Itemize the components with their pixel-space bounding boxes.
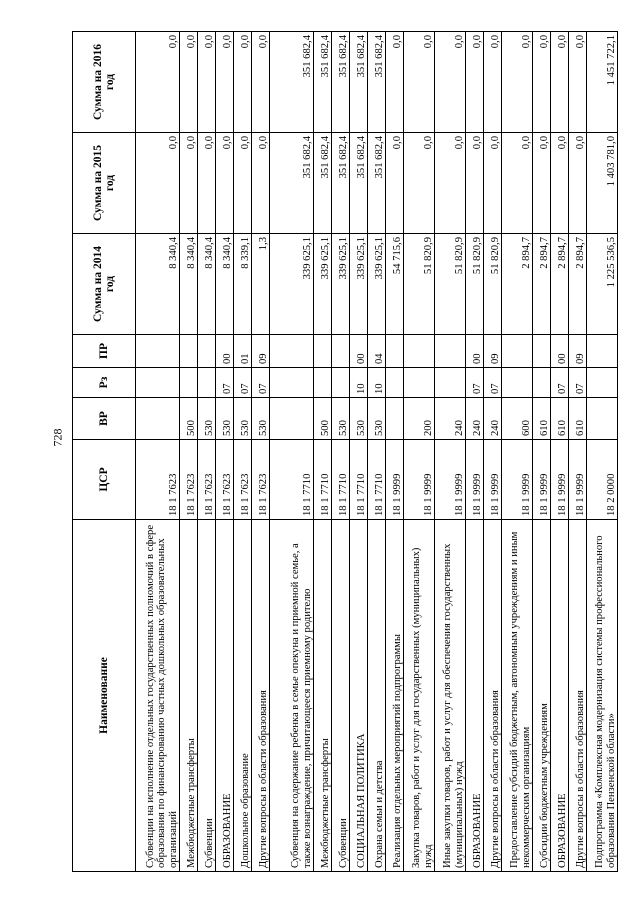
cell-vr: 500 <box>314 398 332 440</box>
cell-vr <box>270 398 314 440</box>
cell-rz: 07 <box>484 368 502 398</box>
cell-name: Охрана семьи и детства <box>368 520 386 872</box>
cell-sum-2015: 1 403 781,0 <box>587 133 618 234</box>
cell-sum-2016: 0,0 <box>533 32 551 133</box>
cell-rz: 07 <box>252 368 270 398</box>
cell-rz <box>270 368 314 398</box>
cell-vr: 240 <box>466 398 484 440</box>
cell-pr: 01 <box>234 335 252 368</box>
cell-pr <box>404 335 435 368</box>
cell-sum-2016: 0,0 <box>435 32 466 133</box>
cell-sum-2014: 51 820,9 <box>484 234 502 335</box>
cell-sum-2016: 0,0 <box>466 32 484 133</box>
cell-name: ОБРАЗОВАНИЕ <box>551 520 569 872</box>
cell-sum-2014: 2 894,7 <box>533 234 551 335</box>
cell-sum-2015: 0,0 <box>569 133 587 234</box>
cell-vr: 240 <box>435 398 466 440</box>
cell-pr <box>435 335 466 368</box>
table-row <box>216 32 234 872</box>
cell-sum-2015: 351 682,4 <box>350 133 368 234</box>
cell-rz <box>502 368 533 398</box>
cell-sum-2014: 2 894,7 <box>569 234 587 335</box>
table-row <box>198 32 216 872</box>
cell-sum-2016: 0,0 <box>484 32 502 133</box>
cell-csr: 18 1 9999 <box>484 440 502 520</box>
cell-csr: 18 1 7623 <box>136 440 180 520</box>
cell-name: Субвенции <box>198 520 216 872</box>
header-sum-2014: Сумма на 2014 год <box>73 234 136 335</box>
cell-name: Закупка товаров, работ и услуг для государственных (муниципальных) нужд <box>404 520 435 872</box>
cell-sum-2016: 351 682,4 <box>368 32 386 133</box>
cell-rz <box>332 368 350 398</box>
cell-sum-2014: 339 625,1 <box>350 234 368 335</box>
table-row <box>551 32 569 872</box>
cell-sum-2015: 0,0 <box>502 133 533 234</box>
cell-sum-2014: 54 715,6 <box>386 234 404 335</box>
cell-pr <box>270 335 314 368</box>
cell-vr: 610 <box>533 398 551 440</box>
cell-rz: 07 <box>234 368 252 398</box>
cell-csr: 18 1 9999 <box>386 440 404 520</box>
cell-sum-2016: 351 682,4 <box>270 32 314 133</box>
cell-name: ОБРАЗОВАНИЕ <box>466 520 484 872</box>
cell-sum-2014: 1,3 <box>252 234 270 335</box>
cell-sum-2014: 51 820,9 <box>435 234 466 335</box>
cell-pr <box>587 335 618 368</box>
cell-sum-2015: 0,0 <box>404 133 435 234</box>
cell-rz <box>180 368 198 398</box>
cell-pr: 09 <box>252 335 270 368</box>
cell-sum-2014: 1 225 536,5 <box>587 234 618 335</box>
cell-vr: 530 <box>198 398 216 440</box>
cell-pr <box>314 335 332 368</box>
cell-name: Другие вопросы в области образования <box>484 520 502 872</box>
cell-csr: 18 1 7710 <box>314 440 332 520</box>
cell-csr: 18 1 7623 <box>198 440 216 520</box>
cell-pr <box>198 335 216 368</box>
cell-pr <box>533 335 551 368</box>
cell-sum-2016: 0,0 <box>569 32 587 133</box>
cell-pr: 04 <box>368 335 386 368</box>
cell-rz: 10 <box>350 368 368 398</box>
cell-sum-2014: 8 340,4 <box>216 234 234 335</box>
cell-vr <box>136 398 180 440</box>
cell-sum-2016: 0,0 <box>136 32 180 133</box>
cell-rz: 07 <box>466 368 484 398</box>
cell-name: Субвенции на исполнение отдельных государственных полномочий в сфере образования по финансированию частных дошкольных образовательных организаций <box>136 520 180 872</box>
cell-csr: 18 1 7623 <box>234 440 252 520</box>
cell-sum-2015: 0,0 <box>234 133 252 234</box>
cell-rz <box>314 368 332 398</box>
cell-rz <box>404 368 435 398</box>
cell-sum-2014: 8 340,4 <box>180 234 198 335</box>
page-number: 728 <box>50 428 65 447</box>
table-row <box>587 32 618 872</box>
cell-name: Другие вопросы в области образования <box>569 520 587 872</box>
cell-csr: 18 1 9999 <box>569 440 587 520</box>
cell-rz <box>435 368 466 398</box>
cell-sum-2015: 351 682,4 <box>314 133 332 234</box>
cell-sum-2014: 8 339,1 <box>234 234 252 335</box>
cell-csr: 18 1 7710 <box>332 440 350 520</box>
header-vr: ВР <box>73 398 136 440</box>
cell-sum-2014: 339 625,1 <box>270 234 314 335</box>
cell-vr: 530 <box>368 398 386 440</box>
table-row <box>234 32 252 872</box>
table-row <box>332 32 350 872</box>
table-row <box>252 32 270 872</box>
cell-sum-2015: 0,0 <box>198 133 216 234</box>
cell-csr: 18 1 9999 <box>466 440 484 520</box>
cell-csr: 18 1 9999 <box>502 440 533 520</box>
cell-csr: 18 1 9999 <box>533 440 551 520</box>
table-row <box>404 32 435 872</box>
cell-pr: 00 <box>350 335 368 368</box>
cell-sum-2014: 8 340,4 <box>136 234 180 335</box>
cell-sum-2015: 0,0 <box>252 133 270 234</box>
cell-rz: 07 <box>216 368 234 398</box>
cell-sum-2015: 0,0 <box>551 133 569 234</box>
cell-vr: 610 <box>551 398 569 440</box>
cell-sum-2014: 51 820,9 <box>466 234 484 335</box>
table-row <box>435 32 466 872</box>
header-rz: Рз <box>73 368 136 398</box>
cell-vr <box>386 398 404 440</box>
cell-sum-2015: 351 682,4 <box>332 133 350 234</box>
table-row <box>502 32 533 872</box>
cell-vr: 240 <box>484 398 502 440</box>
cell-vr: 530 <box>234 398 252 440</box>
cell-csr: 18 1 7623 <box>180 440 198 520</box>
header-csr: ЦСР <box>73 440 136 520</box>
cell-sum-2016: 0,0 <box>386 32 404 133</box>
cell-vr: 530 <box>332 398 350 440</box>
cell-sum-2015: 0,0 <box>435 133 466 234</box>
cell-vr: 200 <box>404 398 435 440</box>
cell-rz <box>533 368 551 398</box>
cell-csr: 18 1 7623 <box>252 440 270 520</box>
cell-vr: 530 <box>350 398 368 440</box>
table-row <box>466 32 484 872</box>
cell-sum-2016: 0,0 <box>404 32 435 133</box>
cell-sum-2015: 0,0 <box>386 133 404 234</box>
cell-sum-2014: 339 625,1 <box>332 234 350 335</box>
cell-name: Субвенции <box>332 520 350 872</box>
cell-sum-2016: 0,0 <box>198 32 216 133</box>
cell-sum-2016: 0,0 <box>252 32 270 133</box>
header-pr: ПР <box>73 335 136 368</box>
cell-sum-2016: 0,0 <box>180 32 198 133</box>
cell-csr: 18 1 7623 <box>216 440 234 520</box>
cell-csr: 18 1 7710 <box>350 440 368 520</box>
cell-rz: 10 <box>368 368 386 398</box>
cell-name: Субвенция на содержание ребенка в семье опекуна и приемной семье, а также вознаграждение, причитающееся приемному родителю <box>270 520 314 872</box>
cell-name: Межбюджетные трансферты <box>180 520 198 872</box>
cell-vr: 600 <box>502 398 533 440</box>
cell-name: СОЦИАЛЬНАЯ ПОЛИТИКА <box>350 520 368 872</box>
cell-name: Другие вопросы в области образования <box>252 520 270 872</box>
table-row <box>314 32 332 872</box>
cell-rz: 07 <box>551 368 569 398</box>
cell-name: Предоставление субсидий бюджетным, автономным учреждениям и иным некоммерческим организациям <box>502 520 533 872</box>
cell-csr: 18 2 0000 <box>587 440 618 520</box>
cell-pr: 00 <box>551 335 569 368</box>
cell-csr: 18 1 9999 <box>551 440 569 520</box>
cell-sum-2015: 0,0 <box>466 133 484 234</box>
cell-sum-2014: 339 625,1 <box>314 234 332 335</box>
cell-sum-2014: 8 340,4 <box>198 234 216 335</box>
cell-name: Дошкольное образование <box>234 520 252 872</box>
cell-vr: 500 <box>180 398 198 440</box>
budget-table-rotated <box>72 32 617 872</box>
header-name: Наименование <box>73 520 136 872</box>
cell-rz <box>136 368 180 398</box>
cell-name: Межбюджетные трансферты <box>314 520 332 872</box>
cell-csr: 18 1 9999 <box>435 440 466 520</box>
cell-sum-2015: 0,0 <box>484 133 502 234</box>
cell-vr: 530 <box>252 398 270 440</box>
budget-table <box>72 31 618 872</box>
cell-csr: 18 1 7710 <box>270 440 314 520</box>
cell-sum-2014: 339 625,1 <box>368 234 386 335</box>
cell-pr: 00 <box>466 335 484 368</box>
table-row <box>484 32 502 872</box>
cell-rz: 07 <box>569 368 587 398</box>
cell-sum-2015: 0,0 <box>533 133 551 234</box>
cell-pr <box>386 335 404 368</box>
cell-sum-2015: 0,0 <box>136 133 180 234</box>
table-row <box>386 32 404 872</box>
cell-rz <box>386 368 404 398</box>
cell-name: Реализация отдельных мероприятий подпрограммы <box>386 520 404 872</box>
cell-sum-2016: 351 682,4 <box>350 32 368 133</box>
cell-sum-2014: 51 820,9 <box>404 234 435 335</box>
header-row <box>73 32 136 872</box>
cell-sum-2016: 0,0 <box>216 32 234 133</box>
cell-csr: 18 1 7710 <box>368 440 386 520</box>
cell-name: Субсидии бюджетным учреждениям <box>533 520 551 872</box>
cell-sum-2015: 351 682,4 <box>368 133 386 234</box>
cell-pr <box>180 335 198 368</box>
cell-vr <box>587 398 618 440</box>
header-sum-2016: Сумма на 2016 год <box>73 32 136 133</box>
cell-name: ОБРАЗОВАНИЕ <box>216 520 234 872</box>
cell-sum-2016: 0,0 <box>234 32 252 133</box>
cell-sum-2014: 2 894,7 <box>551 234 569 335</box>
cell-sum-2016: 0,0 <box>551 32 569 133</box>
table-row <box>136 32 180 872</box>
cell-sum-2014: 2 894,7 <box>502 234 533 335</box>
cell-pr <box>332 335 350 368</box>
table-row <box>533 32 551 872</box>
cell-sum-2016: 0,0 <box>502 32 533 133</box>
cell-name: Подпрограмма «Комплексная модернизация системы профессионального образования Пензенской области» <box>587 520 618 872</box>
cell-pr: 09 <box>484 335 502 368</box>
cell-pr <box>502 335 533 368</box>
cell-pr: 09 <box>569 335 587 368</box>
cell-sum-2015: 0,0 <box>216 133 234 234</box>
cell-csr: 18 1 9999 <box>404 440 435 520</box>
cell-rz <box>198 368 216 398</box>
header-sum-2015: Сумма на 2015 год <box>73 133 136 234</box>
cell-sum-2015: 0,0 <box>180 133 198 234</box>
cell-rz <box>587 368 618 398</box>
cell-sum-2016: 1 451 722,1 <box>587 32 618 133</box>
cell-sum-2016: 351 682,4 <box>332 32 350 133</box>
table-row <box>270 32 314 872</box>
cell-pr: 00 <box>216 335 234 368</box>
cell-vr: 530 <box>216 398 234 440</box>
cell-vr: 610 <box>569 398 587 440</box>
cell-pr <box>136 335 180 368</box>
table-row <box>368 32 386 872</box>
cell-sum-2016: 351 682,4 <box>314 32 332 133</box>
cell-name: Иные закупки товаров, работ и услуг для обеспечения государственных (муниципальных) нужд <box>435 520 466 872</box>
table-row <box>350 32 368 872</box>
cell-sum-2015: 351 682,4 <box>270 133 314 234</box>
table-row <box>180 32 198 872</box>
table-row <box>569 32 587 872</box>
